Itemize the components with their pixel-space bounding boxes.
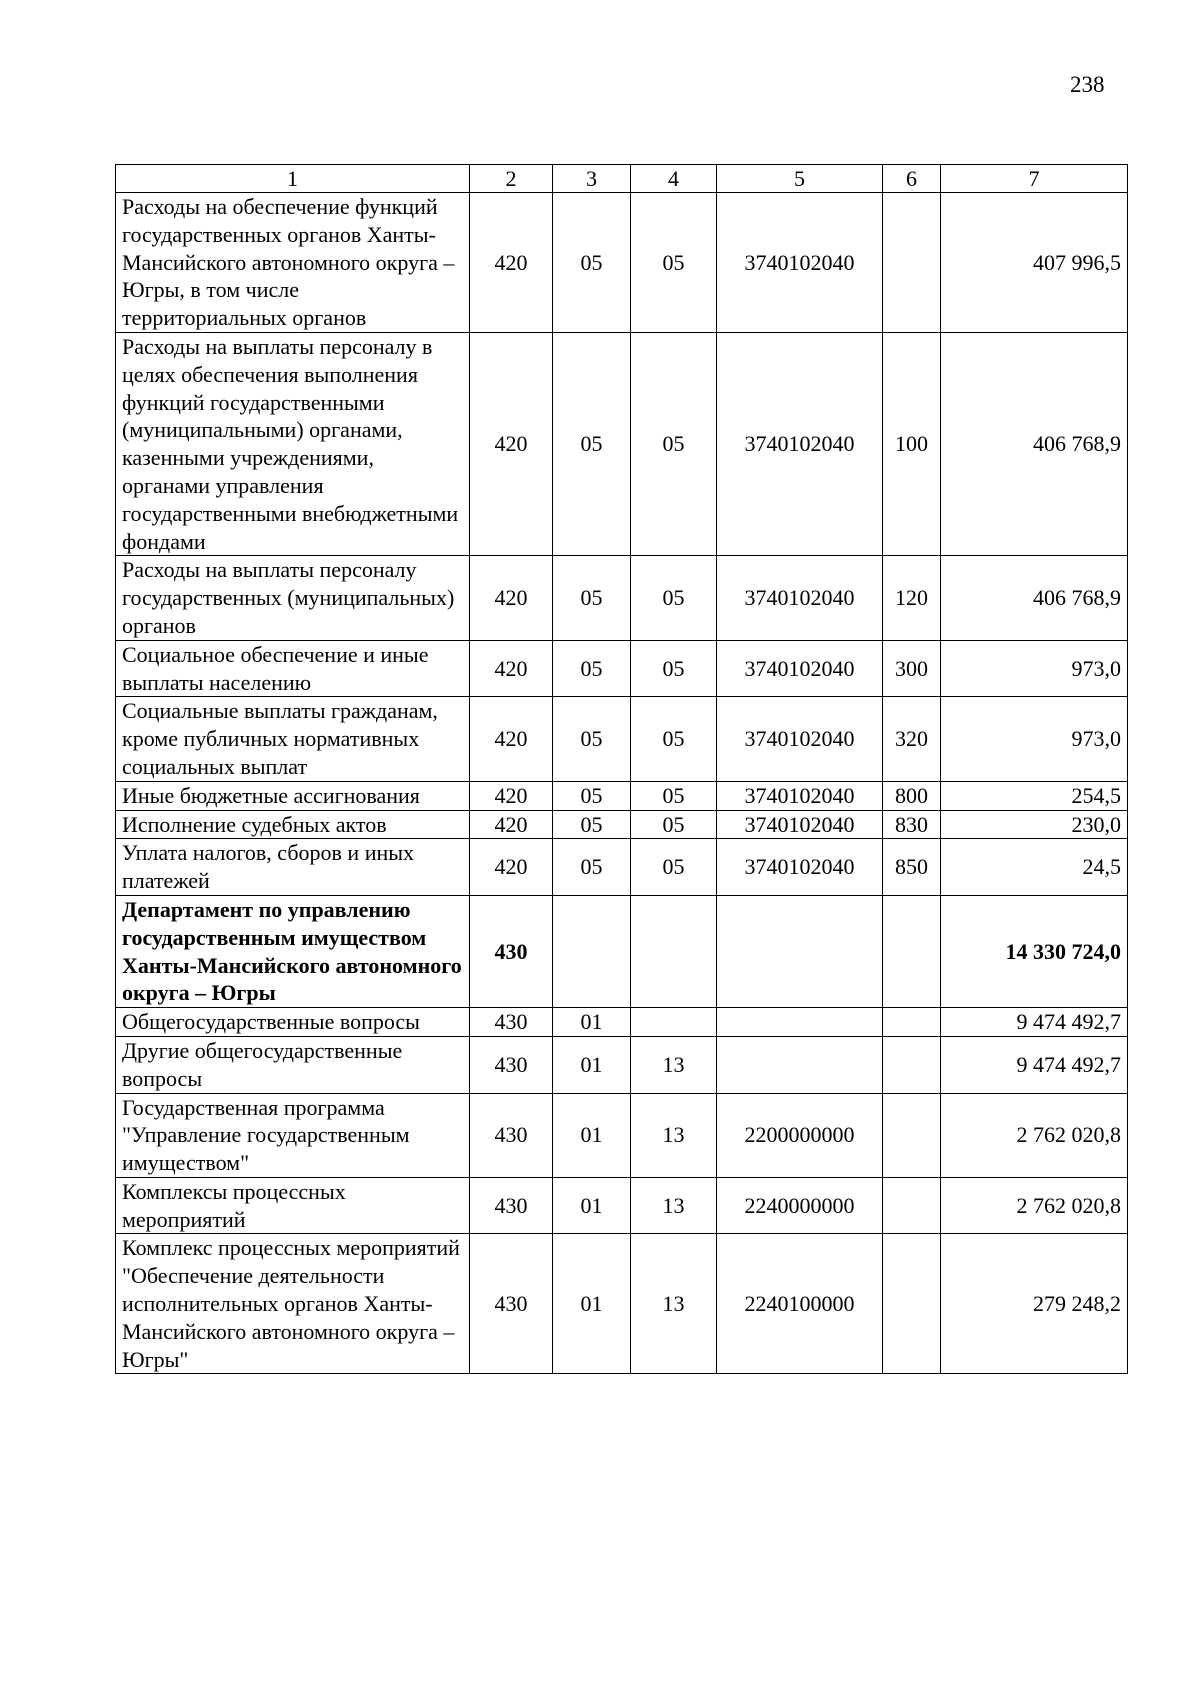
amount-cell: 279 248,2 [941,1234,1128,1374]
subsection-code-cell: 05 [631,781,717,810]
table-row [116,1036,1128,1093]
expense-type-cell: 800 [883,781,941,810]
section-code-cell: 05 [553,839,631,896]
target-article-cell: 2200000000 [717,1093,883,1177]
expense-type-cell: 300 [883,640,941,697]
subsection-code-cell: 13 [631,1036,717,1093]
section-code-cell: 01 [553,1234,631,1374]
expense-type-cell: 320 [883,697,941,781]
table-row [116,810,1128,839]
subsection-code-cell: 05 [631,697,717,781]
table-row [116,193,1128,333]
admin-code-cell: 420 [470,810,553,839]
subsection-code-cell: 05 [631,332,717,555]
subsection-code-cell [631,1008,717,1037]
expense-type-cell [883,1036,941,1093]
section-code-cell: 01 [553,1008,631,1037]
admin-code-cell: 430 [470,1093,553,1177]
column-header-7: 7 [941,165,1128,193]
target-article-cell: 2240000000 [717,1177,883,1234]
expense-type-cell: 830 [883,810,941,839]
subsection-code-cell: 13 [631,1234,717,1374]
amount-cell: 973,0 [941,640,1128,697]
column-header-1: 1 [116,165,470,193]
table-body [116,193,1128,1374]
section-code-cell: 01 [553,1177,631,1234]
expense-type-cell [883,1177,941,1234]
expense-type-cell: 100 [883,332,941,555]
table-row [116,697,1128,781]
table-row [116,1008,1128,1037]
admin-code-cell: 420 [470,193,553,333]
subsection-code-cell [631,895,717,1007]
section-code-cell: 05 [553,697,631,781]
admin-code-cell: 420 [470,332,553,555]
admin-code-cell: 430 [470,1177,553,1234]
table-row [116,1093,1128,1177]
table-row [116,332,1128,555]
expense-type-cell [883,1234,941,1374]
amount-cell: 230,0 [941,810,1128,839]
admin-code-cell: 420 [470,697,553,781]
table-row [116,640,1128,697]
column-header-6: 6 [883,165,941,193]
amount-cell: 14 330 724,0 [941,895,1128,1007]
expense-type-cell [883,1008,941,1037]
row-name-cell: Департамент по управлению государственным имуществом Ханты-Мансийского автономного округа – Югры [116,895,470,1007]
section-code-cell: 05 [553,556,631,640]
row-name-cell: Расходы на выплаты персоналу государственных (муниципальных) органов [116,556,470,640]
expense-type-cell [883,193,941,333]
target-article-cell [717,1036,883,1093]
amount-cell: 9 474 492,7 [941,1008,1128,1037]
amount-cell: 9 474 492,7 [941,1036,1128,1093]
section-code-cell [553,895,631,1007]
target-article-cell [717,1008,883,1037]
subsection-code-cell: 05 [631,839,717,896]
section-code-cell: 05 [553,640,631,697]
section-code-cell: 05 [553,332,631,555]
row-name-cell: Расходы на выплаты персоналу в целях обеспечения выполнения функций государственными (муниципальными) органами, казенными учреждениями, органами управления государственными внебюджетными фондами [116,332,470,555]
target-article-cell: 2240100000 [717,1234,883,1374]
admin-code-cell: 420 [470,781,553,810]
table-header-row [116,165,1128,193]
admin-code-cell: 430 [470,1234,553,1374]
admin-code-cell: 430 [470,1036,553,1093]
row-name-cell: Комплекс процессных мероприятий "Обеспечение деятельности исполнительных органов Ханты-Мансийского автономного округа – Югры" [116,1234,470,1374]
row-name-cell: Социальное обеспечение и иные выплаты населению [116,640,470,697]
target-article-cell [717,895,883,1007]
row-name-cell: Комплексы процессных мероприятий [116,1177,470,1234]
section-code-cell: 05 [553,810,631,839]
target-article-cell: 3740102040 [717,640,883,697]
expense-type-cell: 850 [883,839,941,896]
amount-cell: 406 768,9 [941,332,1128,555]
row-name-cell: Другие общегосударственные вопросы [116,1036,470,1093]
admin-code-cell: 420 [470,839,553,896]
amount-cell: 407 996,5 [941,193,1128,333]
subsection-code-cell: 05 [631,193,717,333]
target-article-cell: 3740102040 [717,697,883,781]
amount-cell: 973,0 [941,697,1128,781]
section-code-cell: 05 [553,781,631,810]
row-name-cell: Расходы на обеспечение функций государственных органов Ханты-Мансийского автономного округа – Югры, в том числе территориальных органов [116,193,470,333]
table-row [116,556,1128,640]
table-row [116,1177,1128,1234]
row-name-cell: Государственная программа "Управление государственным имуществом" [116,1093,470,1177]
page-number: 238 [1070,72,1105,97]
expense-type-cell [883,895,941,1007]
subsection-code-cell: 13 [631,1093,717,1177]
row-name-cell: Общегосударственные вопросы [116,1008,470,1037]
table-row [116,781,1128,810]
table-row [116,1234,1128,1374]
column-header-2: 2 [470,165,553,193]
expense-type-cell: 120 [883,556,941,640]
budget-table [115,164,1128,1374]
table-row [116,839,1128,896]
row-name-cell: Уплата налогов, сборов и иных платежей [116,839,470,896]
table-row [116,895,1128,1007]
row-name-cell: Социальные выплаты гражданам, кроме публичных нормативных социальных выплат [116,697,470,781]
amount-cell: 254,5 [941,781,1128,810]
row-name-cell: Иные бюджетные ассигнования [116,781,470,810]
section-code-cell: 01 [553,1093,631,1177]
target-article-cell: 3740102040 [717,193,883,333]
column-header-5: 5 [717,165,883,193]
target-article-cell: 3740102040 [717,556,883,640]
target-article-cell: 3740102040 [717,810,883,839]
subsection-code-cell: 05 [631,810,717,839]
amount-cell: 2 762 020,8 [941,1177,1128,1234]
expense-type-cell [883,1093,941,1177]
amount-cell: 24,5 [941,839,1128,896]
target-article-cell: 3740102040 [717,781,883,810]
target-article-cell: 3740102040 [717,839,883,896]
admin-code-cell: 430 [470,895,553,1007]
column-header-3: 3 [553,165,631,193]
section-code-cell: 05 [553,193,631,333]
column-header-4: 4 [631,165,717,193]
subsection-code-cell: 05 [631,556,717,640]
row-name-cell: Исполнение судебных актов [116,810,470,839]
subsection-code-cell: 05 [631,640,717,697]
amount-cell: 406 768,9 [941,556,1128,640]
admin-code-cell: 430 [470,1008,553,1037]
section-code-cell: 01 [553,1036,631,1093]
admin-code-cell: 420 [470,640,553,697]
admin-code-cell: 420 [470,556,553,640]
amount-cell: 2 762 020,8 [941,1093,1128,1177]
target-article-cell: 3740102040 [717,332,883,555]
subsection-code-cell: 13 [631,1177,717,1234]
